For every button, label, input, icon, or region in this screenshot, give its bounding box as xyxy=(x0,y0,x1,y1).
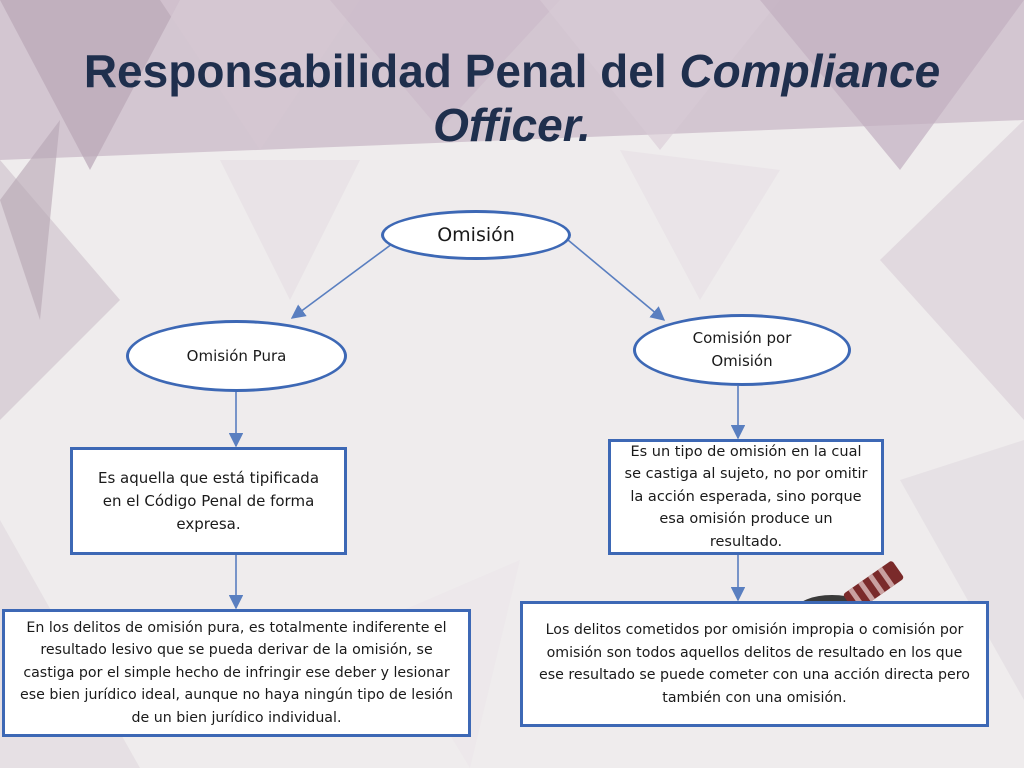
node-omision-pura xyxy=(126,320,347,392)
detail-comision-text: Los delitos cometidos por omisión impropia o comisión por omisión son todos aquellos delitos de resultado en los que ese resultado se puede cometer con una acción directa pero también con una omisión. xyxy=(539,622,970,706)
root-node-label: Omisión xyxy=(437,224,515,246)
node-omision-pura-label: Omisión Pura xyxy=(186,347,287,365)
definition-comision-por-omision xyxy=(608,439,884,555)
definition-omision-pura xyxy=(70,447,347,555)
detail-comision-por-omision xyxy=(520,601,989,727)
detail-omision-pura-text: En los delitos de omisión pura, es totalmente indiferente el resultado lesivo que se pueda derivar de la omisión, se castiga por el simple hecho de infringir ese deber y lesionar ese bien jurídico ideal, aunque no haya ningún tipo de lesión de un bien jurídico individual. xyxy=(20,619,453,726)
root-node-omision xyxy=(381,210,571,260)
arrow-root-to-right xyxy=(568,240,664,320)
node-comision-label: Comisión por Omisión xyxy=(692,329,792,370)
definition-comision-text: Es un tipo de omisión en la cual se castiga al sujeto, no por omitir la acción esperada, sino porque esa omisión produce un resultado. xyxy=(624,443,868,550)
node-comision-por-omision xyxy=(633,314,851,386)
title-italic: Compliance Officer. xyxy=(433,45,941,151)
arrow-root-to-left xyxy=(292,238,400,318)
title-main: Responsabilidad Penal del xyxy=(83,45,667,97)
definition-omision-pura-text: Es aquella que está tipificada en el Código Penal de forma expresa. xyxy=(97,468,320,533)
detail-omision-pura xyxy=(2,609,471,737)
